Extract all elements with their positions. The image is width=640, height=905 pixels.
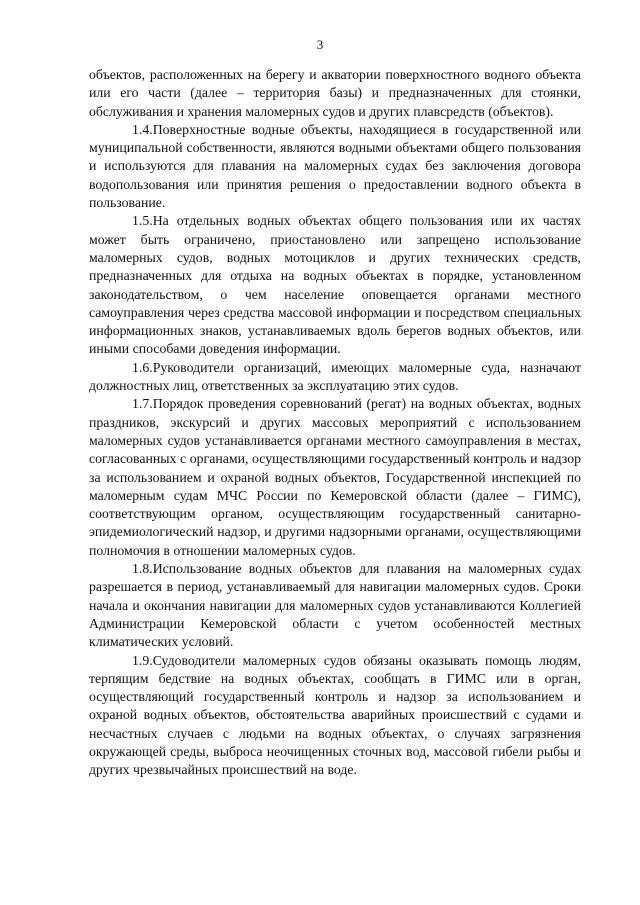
document-body: [89, 66, 581, 780]
paragraph-1-5: 1.5.На отдельных водных объектах общего пользования или их частях может быть ограничено, приостановлено или запрещено использование маломерных судов, водных мотоциклов и других технических средств, предназначенных для отдыха на водных объектах в порядке, установленном законодательством, о чем население оповещается органами местного самоуправления через средства массовой информации и посредством специальных информационных знаков, устанавливаемых вдоль берегов водных объектов, или иными способами доведения информации.: [89, 213, 581, 357]
paragraph-1-6: 1.6.Руководители организаций, имеющих маломерные суда, назначают должностных лиц, ответственных за эксплуатацию этих судов.: [89, 359, 581, 394]
paragraph-1-7: 1.7.Порядок проведения соревнований (регат) на водных объектах, водных праздников, экскурсий и других массовых мероприятий с использованием маломерных судов устанавливается органами местного самоуправления в местах, согласованных с органами, осуществляющими государственный контроль и надзор за использованием и охраной водных объектов, Государственной инспекцией по маломерным судам МЧС России по Кемеровской области (далее – ГИМС), соответствующим органом, осуществляющим государственный санитарно-эпидемиологический надзор, и другими надзорными органами, осуществляющими полномочия в отношении маломерных судов.: [89, 396, 581, 558]
paragraph-1-9: 1.9.Судоводители маломерных судов обязаны оказывать помощь людям, терпящим бедствие на водных объектах, сообщать в ГИМС или в орган, осуществляющий государственный контроль и надзор за использованием и охраной водных объектов, обстоятельства аварийных происшествий с судами и несчастных случаев с людьми на водных объектах, о случаях загрязнения окружающей среды, выброса неочищенных сточных вод, массовой гибели рыбы и других чрезвычайных происшествий на воде.: [89, 652, 581, 778]
paragraph-1-4: 1.4.Поверхностные водные объекты, находящиеся в государственной или муниципальной собственности, являются водными объектами общего пользования и используются для плавания на маломерных судах без заключения договора водопользования или принятия решения о предоставлении водного объекта в пользование.: [89, 121, 581, 211]
paragraph-1-8: 1.8.Использование водных объектов для плавания на маломерных судах разрешается в период, устанавливаемый для навигации маломерных судов. Сроки начала и окончания навигации для маломерных судов устанавливаются Коллегией Администрации Кемеровской области с учетом особенностей местных климатических условий.: [89, 561, 581, 650]
paragraph-continuation: объектов, расположенных на берегу и акватории поверхностного водного объекта или его части (далее – территория базы) и предназначенных для стоянки, обслуживания и хранения маломерных судов и других плавсредств (объектов).: [89, 67, 581, 119]
page-number: 3: [316, 37, 324, 52]
